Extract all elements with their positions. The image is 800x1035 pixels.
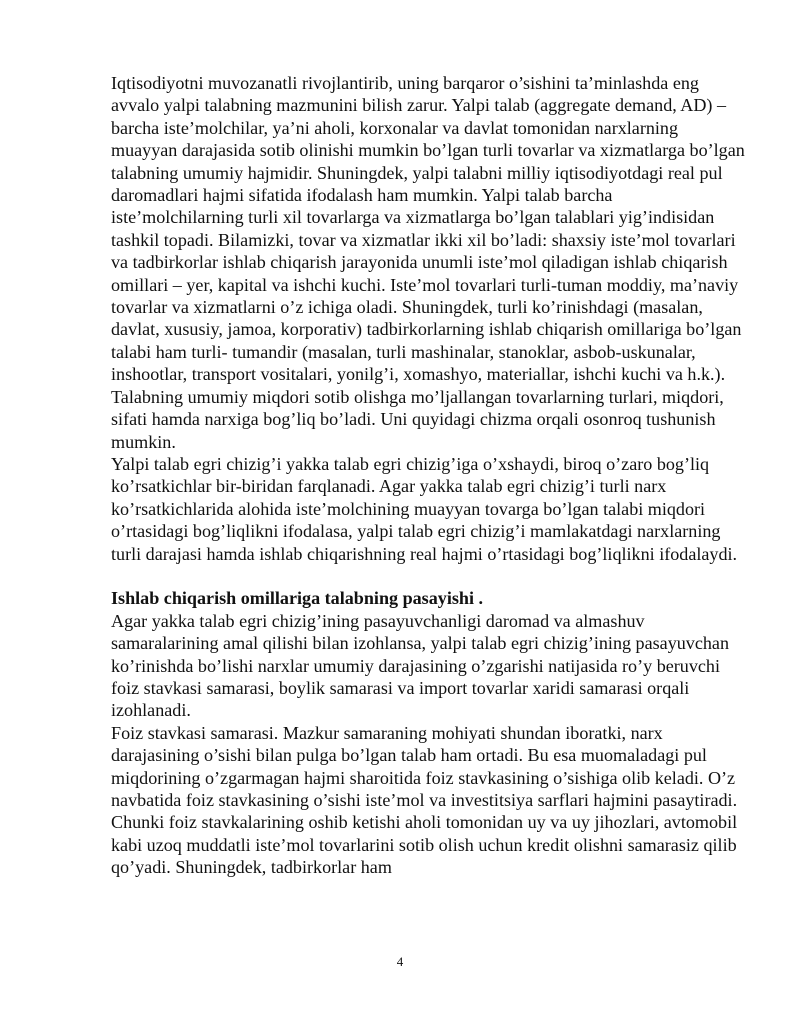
page-body [111,72,747,879]
section-heading: Ishlab chiqarish omillariga talabning pasayishi . [111,588,484,609]
paragraph-intro: Iqtisodiyotni muvozanatli rivojlantirib, uning barqaror o’sishini ta’minlashda eng avvalo yalpi talabning mazmunini bilish zarur. Yalpi talab (aggregate demand, AD) – barcha iste’molchilar, ya’ni aholi, korxonalar va davlat tomonidan narxlarning muayyan darajasida sotib olinishi mumkin bo’lgan turli tovarlar va xizmatlarga bo’lgan talabning umumiy hajmidir. Shuningdek, yalpi talabni milliy iqtisodiyotdagi real pul daromadlari hajmi sifatida ifodalash ham mumkin. Yalpi talab barcha iste’molchilarning turli xil tovarlarga va xizmatlarga bo’lgan talablari yig’indisidan tashkil topadi. Bilamizki, tovar va xizmatlar ikki xil bo’ladi: shaxsiy iste’mol tovarlari va tadbirkorlar ishlab chiqarish jarayonida unumli iste’mol qiladigan ishlab chiqarish omillari – yer, kapital va ishchi kuchi. Iste’mol tovarlari turli-tuman moddiy, ma’naviy tovarlar va xizmatlarni o’z ichiga oladi. Shuningdek, turli ko’rinishdagi (masalan, davlat, xususiy, jamoa, korporativ) tadbirkorlarning ishlab chiqarish omillariga bo’lgan talabi ham turli- tumandir (masalan, turli mashinalar, stanoklar, asbob-uskunalar, inshootlar, transport vositalari, yonilg’i, xomashyo, materiallar, ishchi kuchi va h.k.). Talabning umumiy miqdori sotib olishga mo’ljallangan tovarlarning turlari, miqdori, sifati hamda narxiga bog’liq bo’ladi. Uni quyidagi chizma orqali osonroq tushunish mumkin. [111,73,745,452]
page-number: 4 [396,954,404,969]
paragraph-curve: Yalpi talab egri chizig’i yakka talab egri chizig’iga o’xshaydi, biroq o’zaro bog’liq ko’rsatkichlar bir-biridan farqlanadi. Agar yakka talab egri chizig’i turli narx ko’rsatkichlarida alohida iste’molchining muayyan tovarga bo’lgan talabi miqdori o’rtasidagi bog’liqlikni ifodalasa, yalpi talab egri chizig’i mamlakatdagi narxlarning turli darajasi hamda ishlab chiqarishning real hajmi o’rtasidagi bog’liqlikni ifodalaydi. [111,453,738,564]
paragraph-slope: Agar yakka talab egri chizig’ining pasayuvchanligi daromad va almashuv samaralarining amal qilishi bilan izohlansa, yalpi talab egri chizig’ining pasayuvchan ko’rinishda bo’lishi narxlar umumiy darajasining o’zgarishi natijasida ro’y beruvchi foiz stavkasi samarasi, boylik samarasi va import tovarlar xaridi samarasi orqali izohlanadi. [111,610,730,721]
paragraph-interest-effect: Foiz stavkasi samarasi. Mazkur samaraning mohiyati shundan iboratki, narx darajasining o’sishi bilan pulga bo’lgan talab ham ortadi. Bu esa muomaladagi pul miqdorining o’zgarmagan hajmi sharoitida foiz stavkasining o’sishiga olib keladi. O’z navbatida foiz stavkasining o’sishi iste’mol va investitsiya sarflari hajmini pasaytiradi. Chunki foiz stavkalarining oshib ketishi aholi tomonidan uy va uy jihozlari, avtomobil kabi uzoq muddatli iste’mol tovarlarini sotib olish uchun kredit olishni samarasiz qilib qo’yadi. Shuningdek, tadbirkorlar ham [111,722,738,878]
